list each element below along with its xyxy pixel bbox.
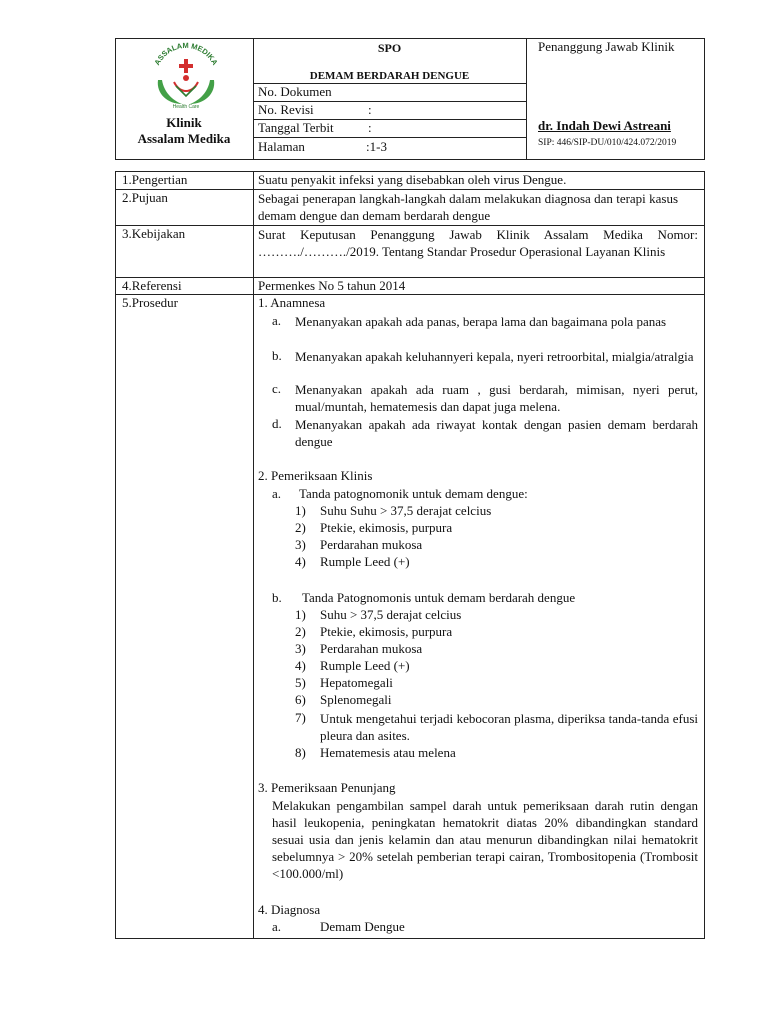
anamnesa-title: 1. Anamnesa [258,295,326,310]
penunjang-title: 3. Pemeriksaan Penunjang [258,780,396,795]
klinis-b-text: Tanda Patognomonis untuk demam berdarah dengue [302,590,576,605]
klinis-b-item-6: Splenomegali [320,692,392,707]
klinis-a-item-3: Perdarahan mukosa [320,537,423,552]
no-dokumen-label: No. Dokumen [258,84,332,99]
referensi-text: Permenkes No 5 tahun 2014 [258,278,406,293]
row-label-pengertian: 1.Pengertian [122,172,188,187]
row-label-pujuan: 2.Pujuan [122,190,168,205]
klinis-a-marker-3: 3) [295,537,306,552]
klinis-a-marker-2: 2) [295,520,306,535]
pj-name: dr. Indah Dewi Astreani [538,118,671,133]
klinis-b-marker-1: 1) [295,607,306,622]
anamnesa-item-d: Menanyakan apakah ada riwayat kontak dengan pasien demam berdarah dengue [295,417,698,449]
anamnesa-marker-d: d. [272,416,282,431]
pengertian-text: Suatu penyakit infeksi yang disebabkan oleh virus Dengue. [258,172,567,187]
row-label-kebijakan: 3.Kebijakan [122,226,186,241]
klinis-b-marker-2: 2) [295,624,306,639]
klinis-b-marker-3: 3) [295,641,306,656]
anamnesa-marker-b: b. [272,348,282,363]
klinis-a-marker-1: 1) [295,503,306,518]
anamnesa-marker-a: a. [272,313,282,328]
pj-title: Penanggung Jawab Klinik [538,39,675,54]
pujuan-text: Sebagai penerapan langkah-langkah dalam melakukan diagnosa dan terapi kasus demam dengue dan demam berdarah dengue [258,191,678,223]
logo-text-bottom: Health Care [172,104,200,110]
diagnosa-title: 4. Diagnosa [258,902,321,917]
spo-label: SPO [377,41,402,55]
document-title: DEMAM BERDARAH DENGUE [309,70,470,82]
klinis-b-item-1: Suhu > 37,5 derajat celcius [320,607,462,622]
diagnosa-a-text: Demam Dengue [320,919,405,934]
klinis-b-marker-7: 7) [295,710,306,725]
row-label-referensi: 4.Referensi [122,278,182,293]
anamnesa-item-b: Menanyakan apakah keluhannyeri kepala, nyeri retroorbital, mialgia/atralgia [295,349,694,364]
klinis-a-text: Tanda patognomonik untuk demam dengue: [299,486,528,501]
penunjang-text: Melakukan pengambilan sampel darah untuk pemeriksaan darah rutin dengan hasil leukopenia, peningkatan hematokrit diatas 20% dibandingkan standard sesuai usia dan jenis kelamin dan atau menurun dibandingkan nilai hematokrit sebelumnya > 20% setelah pemberian terapi cairan, Trombositopenia (Trombosit <100.000/ml) [272,798,698,881]
no-revisi-label: No. Revisi [258,102,314,117]
anamnesa-marker-c: c. [272,381,282,396]
clinic-name-line2: Assalam Medika [137,131,231,146]
klinis-b-item-7: Untuk mengetahui terjadi kebocoran plasma, diperiksa tanda-tanda efusi pleura dan asites. [320,711,698,743]
diagnosa-a-marker: a. [272,919,282,934]
pj-sip: SIP: 446/SIP-DU/010/424.072/2019 [538,138,677,148]
klinis-b-item-4: Rumple Leed (+) [320,658,410,673]
klinis-b-marker-8: 8) [295,745,306,760]
klinis-b-item-2: Ptekie, ekimosis, purpura [320,624,453,639]
anamnesa-item-c: Menanyakan apakah ada ruam , gusi berdarah, mimisan, nyeri perut, mual/muntah, hematemesis dan dapat juga melena. [295,382,698,414]
klinis-b-marker-5: 5) [295,675,306,690]
klinis-a-item-4: Rumple Leed (+) [320,554,410,569]
clinic-name-line1: Klinik [166,115,202,130]
kebijakan-text: Surat Keputusan Penanggung Jawab Klinik Assalam Medika Nomor: ………./………./2019. Tentang Standar Prosedur Operasional Layanan Klinis [258,227,698,259]
pemeriksaan-klinis-title: 2. Pemeriksaan Klinis [258,468,373,483]
no-revisi-value: : [368,102,372,117]
klinis-b-item-5: Hepatomegali [320,675,393,690]
klinis-a-item-2: Ptekie, ekimosis, purpura [320,520,453,535]
logo-text-top: ASSALAM MEDIKA [152,42,220,67]
tanggal-terbit-label: Tanggal Terbit [258,120,334,135]
klinis-b-item-8: Hematemesis atau melena [320,745,456,760]
row-label-prosedur: 5.Prosedur [122,295,178,310]
klinis-b-marker-6: 6) [295,692,306,707]
tanggal-terbit-value: : [368,120,372,135]
halaman-value: :1-3 [366,139,387,154]
klinis-b-marker: b. [272,590,282,605]
halaman-label: Halaman [258,139,305,154]
klinis-b-marker-4: 4) [295,658,306,673]
klinis-a-item-1: Suhu Suhu > 37,5 derajat celcius [320,503,492,518]
klinis-b-item-3: Perdarahan mukosa [320,641,423,656]
clinic-logo [146,42,226,112]
anamnesa-item-a: Menanyakan apakah ada panas, berapa lama dan bagaimana pola panas [295,314,667,329]
klinis-a-marker: a. [272,486,282,501]
klinis-a-marker-4: 4) [295,554,306,569]
